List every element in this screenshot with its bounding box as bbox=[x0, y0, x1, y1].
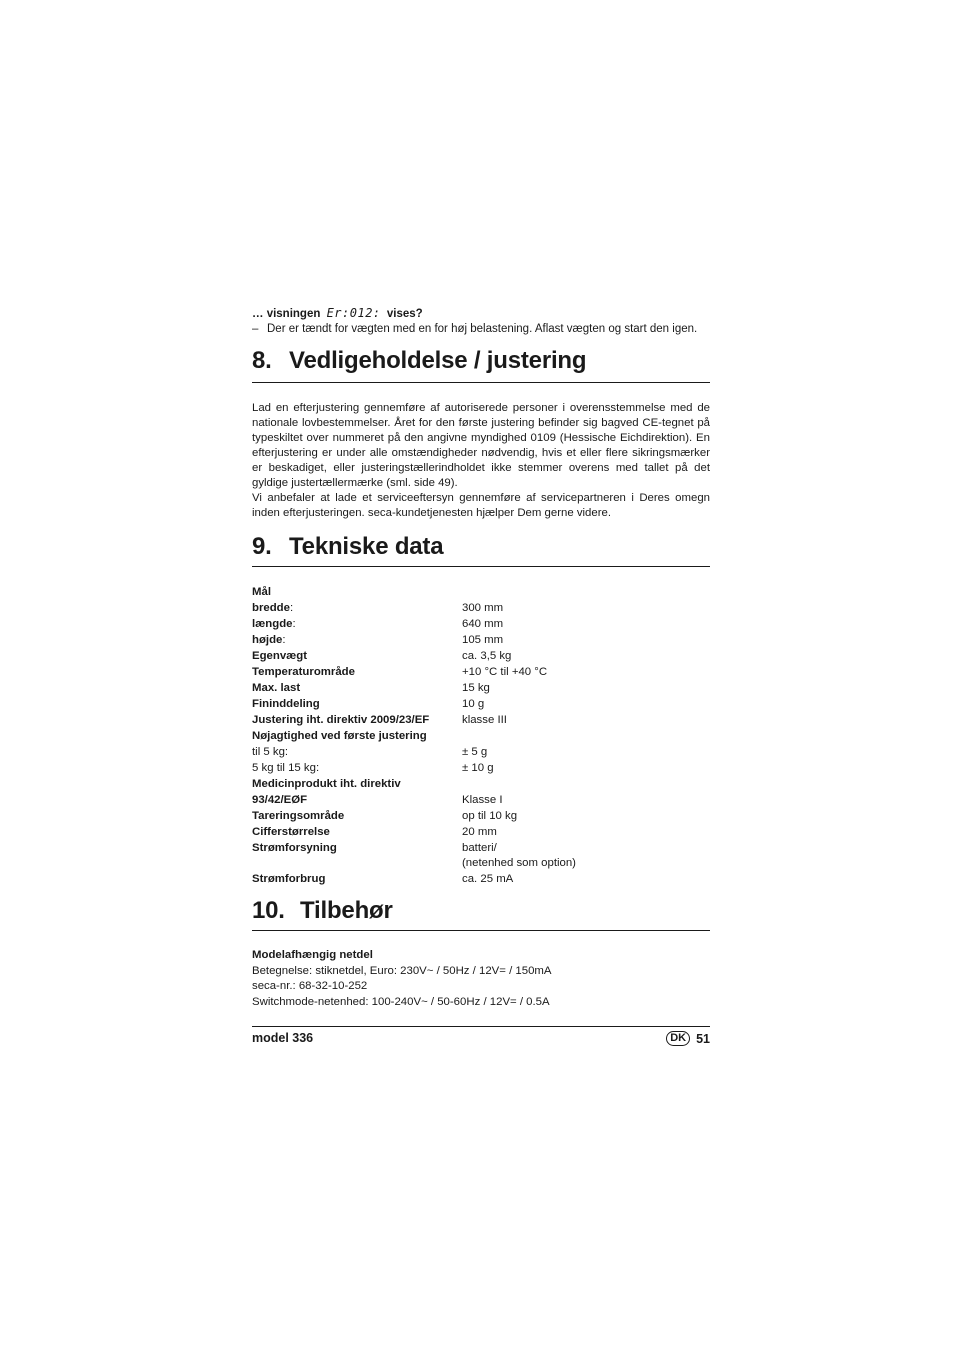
spec-label-suffix: : bbox=[282, 634, 286, 646]
section-9-title: Tekniske data bbox=[289, 533, 444, 560]
spec-label-text: længde bbox=[252, 618, 293, 630]
spec-value: 105 mm bbox=[462, 634, 504, 646]
spec-label bbox=[252, 712, 429, 728]
spec-row bbox=[252, 840, 710, 856]
spec-value: 20 mm bbox=[462, 826, 497, 838]
question-prefix: … visningen bbox=[252, 308, 321, 320]
spec-label-text: Max. last bbox=[252, 682, 301, 694]
spec-label bbox=[252, 824, 330, 840]
maintenance-paragraph-2: Vi anbefaler at lade et serviceeftersyn gennemføre af servicepartneren i Deres omegn inden efterjusteringen. seca-kundetjenesten hjælper Dem gerne videre. bbox=[252, 492, 710, 519]
spec-value: 10 g bbox=[462, 698, 485, 710]
spec-row bbox=[252, 600, 710, 616]
spec-label bbox=[252, 664, 355, 680]
error-question bbox=[252, 306, 423, 320]
spec-label-text: Tareringsområde bbox=[252, 810, 345, 822]
spec-label-text: Nøjagtighed ved første justering bbox=[252, 730, 427, 742]
spec-label-text: til 5 kg: bbox=[252, 746, 289, 758]
spec-value: 300 mm bbox=[462, 602, 504, 614]
accessories-block bbox=[252, 948, 552, 1010]
spec-value: batteri/ bbox=[462, 842, 497, 854]
section-9-heading bbox=[252, 533, 710, 567]
footer-divider bbox=[252, 1026, 710, 1027]
section-10-number: 10. bbox=[252, 897, 285, 924]
spec-row bbox=[252, 616, 710, 632]
spec-label-text: Strømforsyning bbox=[252, 842, 337, 854]
spec-value: op til 10 kg bbox=[462, 810, 518, 822]
spec-label bbox=[252, 792, 307, 808]
spec-row bbox=[252, 632, 710, 648]
country-badge: DK bbox=[666, 1031, 690, 1046]
section-9-number: 9. bbox=[252, 533, 272, 560]
question-suffix: vises? bbox=[386, 308, 423, 320]
spec-label bbox=[252, 696, 320, 712]
spec-value: ± 5 g bbox=[462, 746, 488, 758]
answer-text: Der er tændt for vægten med en for høj belastening. Aflast vægten og start den igen. bbox=[267, 323, 698, 335]
spec-label-text: højde bbox=[252, 634, 283, 646]
section-8-heading bbox=[252, 347, 710, 383]
spec-label-text: bredde bbox=[252, 602, 290, 614]
spec-row bbox=[252, 824, 710, 840]
spec-label bbox=[252, 760, 319, 776]
spec-label bbox=[252, 584, 271, 600]
accessories-subheading: Modelafhængig netdel bbox=[252, 949, 373, 961]
spec-row bbox=[252, 728, 710, 744]
spec-row bbox=[252, 584, 710, 600]
answer-dash: – bbox=[252, 323, 259, 335]
spec-value: klasse III bbox=[462, 714, 507, 726]
error-answer bbox=[252, 323, 697, 335]
spec-label bbox=[252, 840, 337, 856]
spec-label bbox=[252, 744, 288, 760]
spec-label-text: Medicinprodukt iht. direktiv bbox=[252, 778, 401, 790]
spec-row bbox=[252, 776, 710, 792]
spec-row bbox=[252, 712, 710, 728]
section-8-number: 8. bbox=[252, 347, 272, 374]
spec-label-text: Cifferstørrelse bbox=[252, 826, 330, 838]
accessory-line: seca-nr.: 68-32-10-252 bbox=[252, 980, 368, 992]
spec-row bbox=[252, 760, 710, 776]
page-number: 51 bbox=[696, 1031, 710, 1046]
spec-value: ca. 25 mA bbox=[462, 873, 514, 885]
spec-label-text: Fininddeling bbox=[252, 698, 320, 710]
technical-data-table bbox=[252, 584, 710, 887]
spec-row bbox=[252, 696, 710, 712]
spec-value: Klasse I bbox=[462, 794, 503, 806]
spec-label bbox=[252, 600, 293, 616]
spec-label bbox=[252, 632, 286, 648]
spec-label bbox=[252, 648, 307, 664]
spec-value: +10 °C til +40 °C bbox=[462, 666, 548, 678]
spec-label bbox=[252, 728, 427, 744]
spec-row bbox=[252, 808, 710, 824]
spec-label-text: Strømforbrug bbox=[252, 873, 326, 885]
footer-page-info bbox=[666, 1031, 710, 1046]
spec-row bbox=[252, 648, 710, 664]
spec-label-text: Justering iht. direktiv 2009/23/EF bbox=[252, 714, 430, 726]
accessory-line: Switchmode-netenhed: 100-240V~ / 50-60Hz / 12V= / 0.5A bbox=[252, 995, 550, 1008]
accessory-line: Betegnelse: stiknetdel, Euro: 230V~ / 50Hz / 12V= / 150mA bbox=[252, 964, 552, 977]
spec-value: (netenhed som option) bbox=[462, 857, 576, 869]
spec-label bbox=[252, 776, 401, 792]
spec-label-text: 93/42/EØF bbox=[252, 794, 308, 806]
spec-value: 15 kg bbox=[462, 682, 490, 694]
spec-value: 640 mm bbox=[462, 618, 504, 630]
section-8-title: Vedligeholdelse / justering bbox=[289, 347, 587, 374]
spec-label bbox=[252, 616, 296, 632]
spec-value: ± 10 g bbox=[462, 762, 494, 774]
spec-label bbox=[252, 871, 325, 887]
spec-label-text: Temperaturområde bbox=[252, 666, 355, 678]
spec-value: ca. 3,5 kg bbox=[462, 650, 512, 662]
footer-model: model 336 bbox=[252, 1031, 314, 1045]
section-10-title: Tilbehør bbox=[300, 897, 393, 924]
spec-row bbox=[252, 871, 710, 887]
spec-label-suffix: : bbox=[289, 602, 294, 614]
spec-label bbox=[252, 680, 300, 696]
maintenance-paragraph-1: Lad en efterjustering gennemføre af autoriserede personer i overensstemmelse med de nationale lovbestemmelser. Året for den første justering befinder sig bagved CE-tegnet på typeskiltet over nummeret på den angivne myndighed 0109 (Hessische Eichdirektion). En efterjustering er under alle omstændigheder nødvendig, hvis et eller flere sikringsmærker er beskadiget, eller justeringstællerindholdet ikke stemmer overens med tallet på det gyldige justertællermærke (sml. side 49). bbox=[252, 402, 710, 489]
display-code: Er:012: bbox=[326, 306, 381, 320]
spec-row bbox=[252, 856, 710, 871]
spec-label-suffix: : bbox=[292, 618, 296, 630]
spec-row bbox=[252, 680, 710, 696]
spec-row bbox=[252, 744, 710, 760]
spec-label bbox=[252, 808, 344, 824]
spec-row bbox=[252, 792, 710, 808]
spec-row bbox=[252, 664, 710, 680]
spec-label-text: Mål bbox=[252, 586, 271, 598]
spec-label-text: Egenvægt bbox=[252, 650, 308, 662]
section-10-heading bbox=[252, 897, 710, 931]
spec-label-text: 5 kg til 15 kg: bbox=[252, 762, 320, 774]
